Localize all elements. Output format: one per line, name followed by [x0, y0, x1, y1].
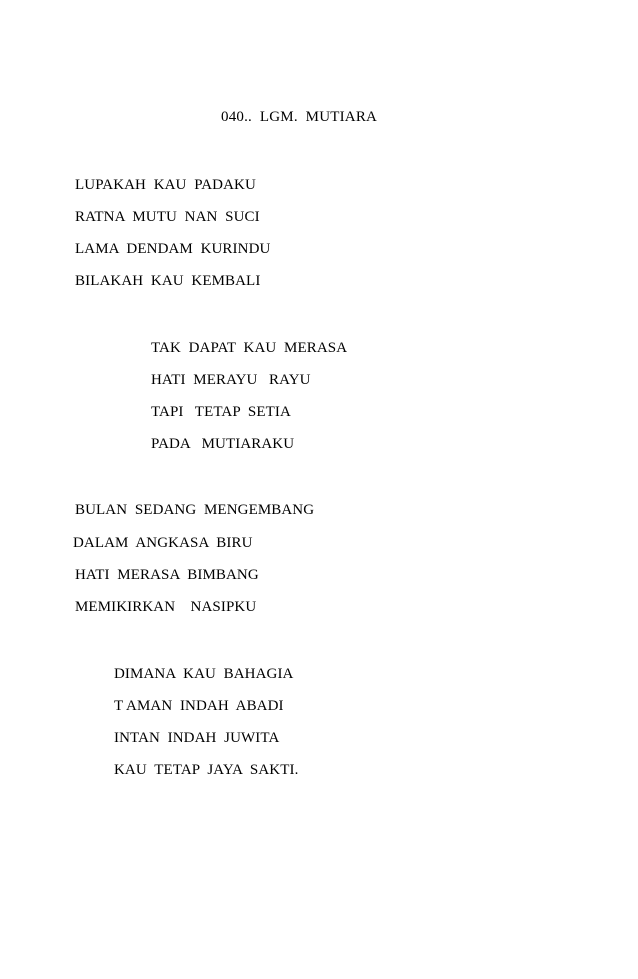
stanza-2-line-1: TAK DAPAT KAU MERASA	[151, 340, 348, 356]
stanza-1-line-4: BILAKAH KAU KEMBALI	[75, 273, 261, 289]
stanza-3-line-1: BULAN SEDANG MENGEMBANG	[75, 502, 315, 518]
stanza-4-line-3: INTAN INDAH JUWITA	[114, 730, 280, 746]
stanza-3-line-3: HATI MERASA BIMBANG	[75, 567, 259, 583]
stanza-2-line-2: HATI MERAYU RAYU	[151, 372, 311, 388]
stanza-4-line-2: T AMAN INDAH ABADI	[114, 698, 284, 714]
stanza-2-line-3: TAPI TETAP SETIA	[151, 404, 291, 420]
stanza-4-line-4: KAU TETAP JAYA SAKTI.	[114, 762, 299, 778]
stanza-1-line-2: RATNA MUTU NAN SUCI	[75, 209, 260, 225]
stanza-3-line-2: DALAM ANGKASA BIRU	[73, 535, 253, 551]
stanza-2-line-4: PADA MUTIARAKU	[151, 436, 295, 452]
poem-title: 040.. LGM. MUTIARA	[221, 109, 378, 125]
stanza-3-line-4: MEMIKIRKAN NASIPKU	[75, 599, 257, 615]
stanza-1-line-3: LAMA DENDAM KURINDU	[75, 241, 271, 257]
stanza-4-line-1: DIMANA KAU BAHAGIA	[114, 666, 294, 682]
stanza-1-line-1: LUPAKAH KAU PADAKU	[75, 177, 256, 193]
